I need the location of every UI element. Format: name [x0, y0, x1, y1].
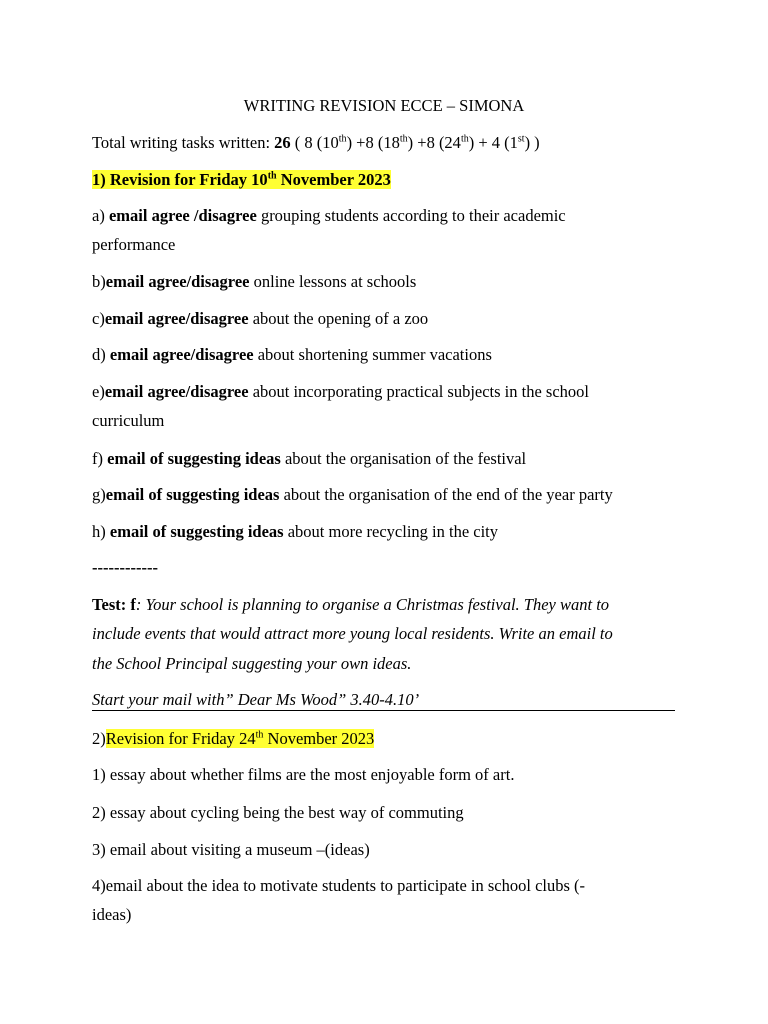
list-item-continuation: performance: [92, 235, 176, 254]
list-item: h) email of suggesting ideas about more recycling in the city: [92, 522, 499, 541]
list-item: c)email agree/disagree about the opening of a zoo: [92, 309, 429, 328]
test-paragraph-line: include events that would attract more young local residents. Write an email to: [92, 624, 613, 643]
total-label: Total writing tasks written:: [92, 133, 271, 152]
test-paragraph-line: Test: f: Your school is planning to organise a Christmas festival. They want to: [92, 595, 610, 614]
test-paragraph-line: Start your mail with” Dear Ms Wood” 3.40-4.10’: [92, 690, 420, 709]
section1-heading: 1) Revision for Friday 10th November 2023: [92, 170, 391, 189]
list-item: 4)email about the idea to motivate students to participate in school clubs (-: [92, 876, 586, 895]
horizontal-rule: [92, 710, 675, 711]
list-item-continuation: curriculum: [92, 411, 165, 430]
total-count: 26: [274, 133, 291, 152]
list-item: g)email of suggesting ideas about the organisation of the end of the year party: [92, 485, 613, 504]
test-label: Test: f: [92, 595, 136, 614]
list-item-continuation: ideas): [92, 905, 132, 924]
list-item: b)email agree/disagree online lessons at schools: [92, 272, 417, 291]
separator-dashes: ------------: [92, 558, 158, 577]
test-paragraph-line: the School Principal suggesting your own ideas.: [92, 654, 412, 673]
list-item: f) email of suggesting ideas about the organisation of the festival: [92, 449, 527, 468]
document-title: WRITING REVISION ECCE – SIMONA: [243, 96, 525, 115]
list-item: 3) email about visiting a museum –(ideas): [92, 840, 370, 859]
list-item: 2) essay about cycling being the best way of commuting: [92, 803, 464, 822]
list-item: 1) essay about whether films are the most enjoyable form of art.: [92, 765, 515, 784]
total-tasks-line: Total writing tasks written: 26 ( 8 (10th) +8 (18th) +8 (24th) + 4 (1st) ): [92, 133, 540, 152]
list-item: d) email agree/disagree about shortening summer vacations: [92, 345, 492, 364]
section2-heading: 2)Revision for Friday 24th November 2023: [92, 729, 375, 748]
list-item: a) email agree /disagree grouping students according to their academic: [92, 206, 566, 225]
list-item: e)email agree/disagree about incorporating practical subjects in the school: [92, 382, 590, 401]
